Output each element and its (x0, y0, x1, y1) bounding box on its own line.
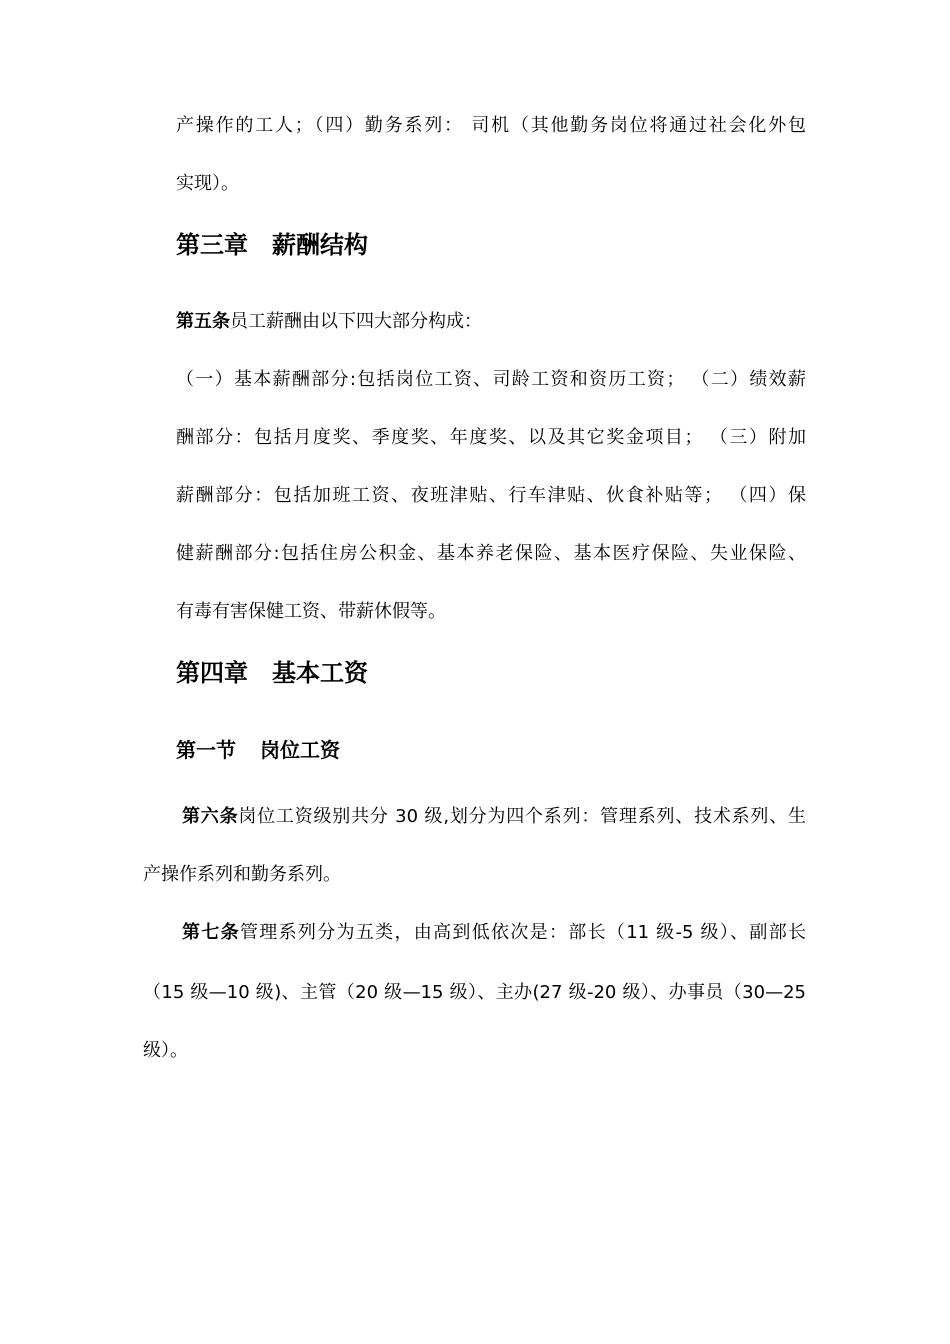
paragraph-line: 薪酬部分：包括加班工资、夜班津贴、行车津贴、伙食补贴等； （四）保 (176, 485, 806, 506)
article-label: 第六条 (182, 806, 239, 827)
chapter-number: 第三章 (176, 231, 248, 259)
article-paragraph (182, 805, 806, 829)
article-text: 管理系列分为五类，由高到低依次是：部长（11 级-5 级）、副部长 (239, 922, 807, 943)
paragraph-line: （一）基本薪酬部分:包括岗位工资、司龄工资和资历工资； （二）绩效薪 (176, 369, 806, 390)
paragraph-line: （15 级—10 级)、主管（20 级—15 级）、主办(27 级-20 级）、办事员（30—25 (143, 982, 806, 1003)
paragraph-line: 级）。 (143, 1040, 188, 1061)
section-heading (176, 737, 340, 763)
chapter-number: 第四章 (176, 659, 248, 687)
section-number: 第一节 (176, 738, 236, 762)
article-paragraph (182, 921, 806, 945)
paragraph-line: 酬部分：包括月度奖、季度奖、年度奖、以及其它奖金项目； （三）附加 (176, 427, 806, 448)
chapter-title: 基本工资 (272, 659, 368, 687)
chapter-heading (176, 230, 368, 260)
section-title: 岗位工资 (260, 738, 340, 762)
paragraph-line: 健薪酬部分:包括住房公积金、基本养老保险、基本医疗保险、失业保险、 (176, 543, 806, 564)
paragraph-line: 有毒有害保健工资、带薪休假等。 (176, 601, 446, 622)
article-text: 岗位工资级别共分 30 级,划分为四个系列：管理系列、技术系列、生 (238, 806, 806, 827)
article-text: 员工薪酬由以下四大部分构成： (230, 311, 482, 332)
article-label: 第五条 (176, 311, 230, 332)
article-paragraph (176, 310, 482, 334)
paragraph-line: 产操作系列和勤务系列。 (143, 864, 341, 885)
paragraph-line: 产操作的工人；（四）勤务系列： 司机（其他勤务岗位将通过社会化外包 (176, 115, 806, 136)
paragraph-line: 实现）。 (176, 173, 239, 194)
article-label: 第七条 (182, 922, 240, 943)
chapter-heading (176, 658, 368, 688)
chapter-title: 薪酬结构 (272, 231, 368, 259)
